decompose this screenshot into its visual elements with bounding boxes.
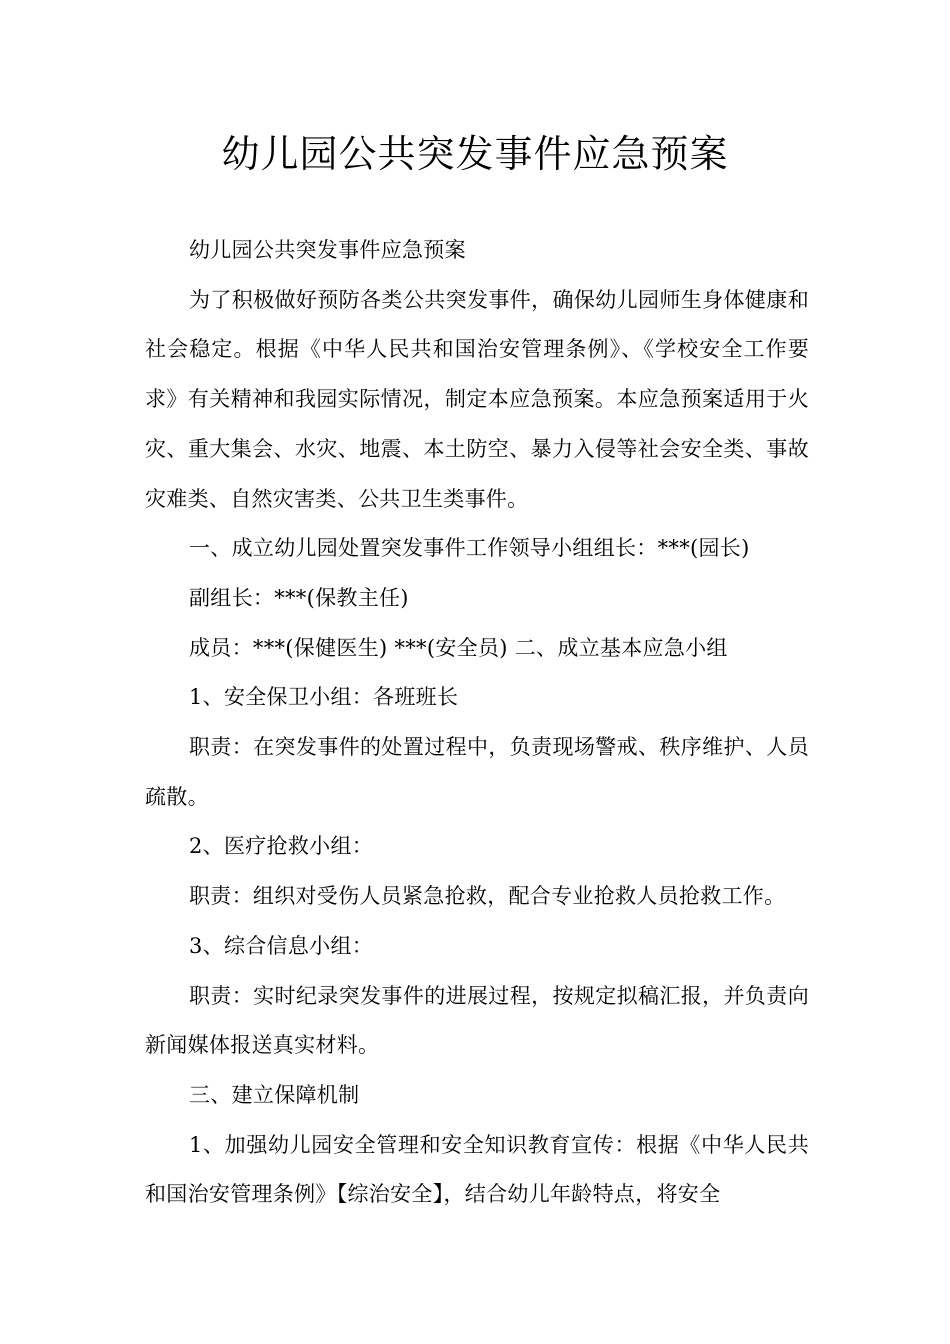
medical-group-paragraph: 2、医疗抢救小组： (189, 834, 374, 859)
safety-education-paragraph: 1、加强幼儿园安全管理和安全知识教育宣传：根据《中华人民共和国治安管理条例》【综治安全】，结合幼儿年龄特点，将安全 (145, 1132, 809, 1207)
info-duty-paragraph: 职责：实时纪录突发事件的进展过程，按规定拟稿汇报，并负责向新闻媒体报送真实材料。 (145, 983, 809, 1058)
mechanism-heading-paragraph: 三、建立保障机制 (189, 1082, 360, 1107)
security-duty-paragraph: 职责：在突发事件的处置过程中，负责现场警戒、秩序维护、人员疏散。 (145, 735, 809, 809)
subtitle-paragraph: 幼儿园公共突发事件应急预案 (189, 238, 466, 262)
security-group-paragraph: 1、安全保卫小组：各班班长 (189, 685, 459, 710)
intro-paragraph: 为了积极做好预防各类公共突发事件，确保幼儿园师生身体健康和社会稳定。根据《中华人民共和国治安管理条例》、《学校安全工作要求》有关精神和我园实际情况，制定本应急预案。本应急预案适用于火灾、重大集会、水灾、地震、本土防空、暴力入侵等社会安全类、事故灾难类、自然灾害类、公共卫生类事件。 (145, 287, 809, 511)
document-body (145, 226, 809, 1220)
document-title: 幼儿园公共突发事件应急预案 (221, 132, 729, 176)
leadership-group-paragraph: 一、成立幼儿园处置突发事件工作领导小组组长：***(园长) (189, 536, 750, 561)
info-group-paragraph: 3、综合信息小组： (189, 933, 374, 958)
deputy-leader-paragraph: 副组长：***(保教主任) (189, 585, 409, 610)
members-paragraph: 成员：***(保健医生) ***(安全员) 二、成立基本应急小组 (189, 635, 728, 660)
medical-duty-paragraph: 职责：组织对受伤人员紧急抢救，配合专业抢救人员抢救工作。 (189, 884, 786, 909)
